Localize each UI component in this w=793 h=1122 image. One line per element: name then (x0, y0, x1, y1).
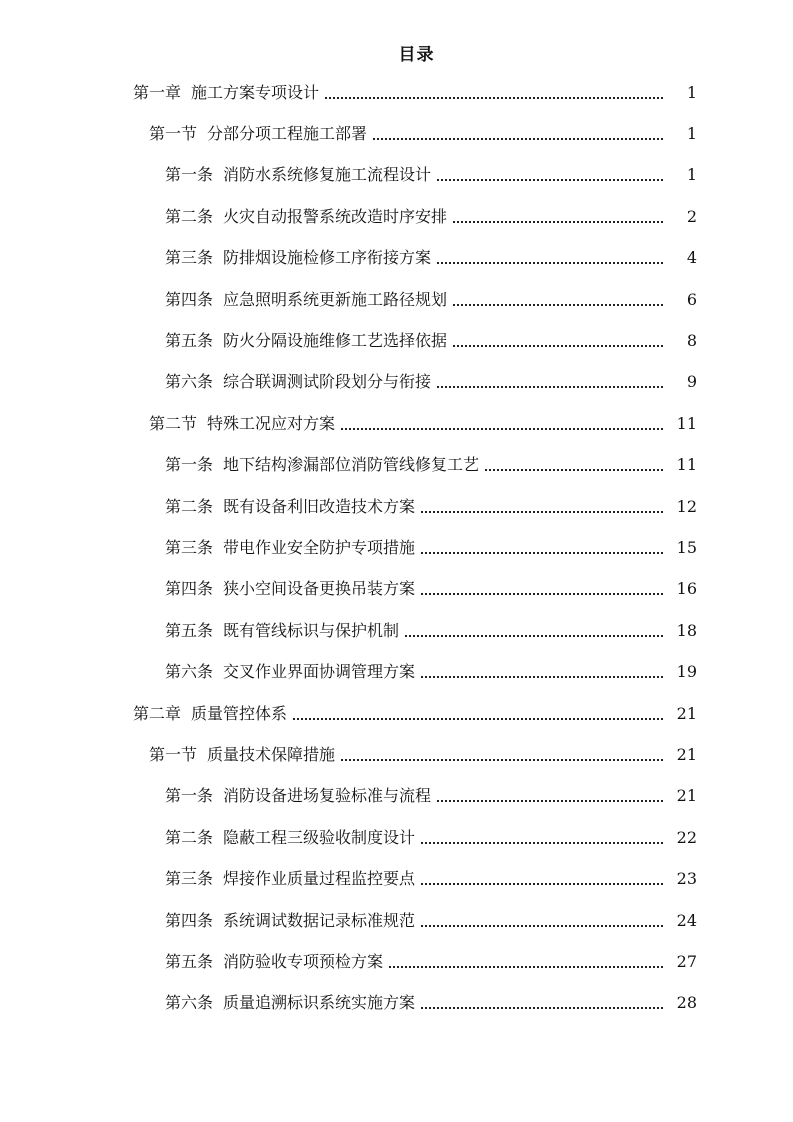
toc-page-number: 21 (676, 786, 697, 806)
toc-page-number: 9 (686, 372, 697, 392)
toc-page-number: 11 (676, 413, 697, 433)
dot-leader (437, 262, 663, 264)
toc-entry-article[interactable] (0, 900, 793, 941)
toc-entry-number: 第六条 (165, 372, 214, 392)
toc-page-number: 24 (676, 910, 697, 930)
toc-page-number: 16 (676, 579, 697, 599)
dot-leader (373, 138, 663, 140)
dot-leader (453, 221, 663, 223)
toc-page-number: 8 (686, 331, 697, 351)
toc-entry-number: 第一节 (149, 124, 198, 144)
dot-leader (405, 635, 663, 637)
toc-page-number: 21 (676, 744, 697, 764)
toc-entry-article[interactable] (0, 279, 793, 320)
toc-entry-number: 第一章 (133, 82, 182, 102)
toc-entry-text: 火灾自动报警系统改造时序安排 (223, 206, 448, 226)
toc-entry-number: 第一条 (165, 455, 214, 475)
toc-page-number: 2 (686, 206, 697, 226)
toc-entry-text: 施工方案专项设计 (191, 82, 320, 102)
toc-entry-text: 应急照明系统更新施工路径规划 (223, 289, 448, 309)
dot-leader (421, 676, 663, 678)
toc-entry-number: 第一条 (165, 786, 214, 806)
toc-entry-article[interactable] (0, 527, 793, 568)
toc-entry-article[interactable] (0, 196, 793, 237)
dot-leader (341, 428, 663, 430)
toc-entry-article[interactable] (0, 610, 793, 651)
toc-entry-number: 第二条 (165, 496, 214, 516)
toc-entry-article[interactable] (0, 983, 793, 1024)
dot-leader (437, 800, 663, 802)
dot-leader (485, 469, 663, 471)
toc-page-number: 22 (676, 827, 697, 847)
toc-page-number: 1 (686, 124, 697, 144)
toc-entry-text: 综合联调测试阶段划分与衔接 (223, 372, 432, 392)
dot-leader (421, 1007, 663, 1009)
toc-entry-article[interactable] (0, 941, 793, 982)
toc-entry-text: 质量技术保障措施 (207, 744, 336, 764)
toc-entry-text: 质量管控体系 (191, 703, 288, 723)
toc-entry-section[interactable] (0, 734, 793, 775)
dot-leader (293, 718, 663, 720)
toc-entry-article[interactable] (0, 362, 793, 403)
toc-page-number: 21 (676, 703, 697, 723)
toc-entry-number: 第五条 (165, 620, 214, 640)
toc-entry-number: 第四条 (165, 910, 214, 930)
toc-entry-number: 第五条 (165, 951, 214, 971)
toc-entry-number: 第二章 (133, 703, 182, 723)
toc-entry-chapter[interactable] (0, 693, 793, 734)
dot-leader (453, 304, 663, 306)
toc-entry-text: 既有管线标识与保护机制 (223, 620, 400, 640)
toc-page-number: 1 (686, 82, 697, 102)
toc-page-number: 12 (676, 496, 697, 516)
dot-leader (341, 759, 663, 761)
toc-page-number: 27 (676, 951, 697, 971)
toc-entry-number: 第二条 (165, 827, 214, 847)
toc-entry-text: 消防验收专项预检方案 (223, 951, 384, 971)
toc-entry-number: 第一条 (165, 165, 214, 185)
toc-page-number: 4 (686, 248, 697, 268)
toc-entry-text: 质量追溯标识系统实施方案 (223, 993, 416, 1013)
toc-entry-text: 焊接作业质量过程监控要点 (223, 869, 416, 889)
toc-entry-number: 第六条 (165, 662, 214, 682)
toc-page-number: 1 (686, 165, 697, 185)
toc-page-number: 6 (686, 289, 697, 309)
toc-entry-article[interactable] (0, 776, 793, 817)
dot-leader (421, 842, 663, 844)
toc-entry-text: 狭小空间设备更换吊装方案 (223, 579, 416, 599)
toc-entry-number: 第三条 (165, 248, 214, 268)
toc-page-number: 15 (676, 537, 697, 557)
dot-leader (437, 386, 663, 388)
toc-title: 目录 (398, 45, 435, 65)
dot-leader (389, 966, 663, 968)
toc-entry-number: 第五条 (165, 331, 214, 351)
toc-page-number: 19 (676, 662, 697, 682)
toc-page-number: 28 (676, 993, 697, 1013)
toc-entry-text: 消防水系统修复施工流程设计 (223, 165, 432, 185)
toc-entry-text: 防火分隔设施维修工艺选择依据 (223, 331, 448, 351)
toc-entry-article[interactable] (0, 817, 793, 858)
toc-entry-article[interactable] (0, 238, 793, 279)
toc-entry-article[interactable] (0, 445, 793, 486)
dot-leader (421, 593, 663, 595)
toc-entry-text: 交叉作业界面协调管理方案 (223, 662, 416, 682)
toc-list (0, 72, 793, 1024)
toc-entry-number: 第三条 (165, 869, 214, 889)
toc-entry-number: 第二条 (165, 206, 214, 226)
dot-leader (421, 925, 663, 927)
toc-entry-number: 第三条 (165, 537, 214, 557)
toc-entry-text: 分部分项工程施工部署 (207, 124, 368, 144)
toc-page-number: 23 (676, 869, 697, 889)
toc-entry-number: 第二节 (149, 413, 198, 433)
dot-leader (421, 552, 663, 554)
toc-entry-chapter[interactable] (0, 72, 793, 113)
toc-entry-text: 防排烟设施检修工序衔接方案 (223, 248, 432, 268)
toc-entry-number: 第四条 (165, 579, 214, 599)
toc-entry-text: 地下结构渗漏部位消防管线修复工艺 (223, 455, 480, 475)
dot-leader (437, 179, 663, 181)
toc-page-number: 11 (676, 455, 697, 475)
toc-entry-text: 既有设备利旧改造技术方案 (223, 496, 416, 516)
dot-leader (453, 345, 663, 347)
toc-page-number: 18 (676, 620, 697, 640)
toc-entry-text: 带电作业安全防护专项措施 (223, 537, 416, 557)
toc-entry-article[interactable] (0, 320, 793, 361)
toc-entry-number: 第一节 (149, 744, 198, 764)
toc-entry-number: 第四条 (165, 289, 214, 309)
toc-entry-section[interactable] (0, 403, 793, 444)
dot-leader (421, 511, 663, 513)
dot-leader (421, 883, 663, 885)
toc-entry-article[interactable] (0, 651, 793, 692)
toc-entry-text: 特殊工况应对方案 (207, 413, 336, 433)
toc-entry-text: 消防设备进场复验标准与流程 (223, 786, 432, 806)
toc-entry-text: 系统调试数据记录标准规范 (223, 910, 416, 930)
toc-entry-section[interactable] (0, 113, 793, 154)
toc-entry-text: 隐蔽工程三级验收制度设计 (223, 827, 416, 847)
toc-entry-number: 第六条 (165, 993, 214, 1013)
toc-entry-article[interactable] (0, 486, 793, 527)
toc-entry-article[interactable] (0, 569, 793, 610)
toc-entry-article[interactable] (0, 858, 793, 899)
toc-entry-article[interactable] (0, 155, 793, 196)
dot-leader (325, 97, 663, 99)
